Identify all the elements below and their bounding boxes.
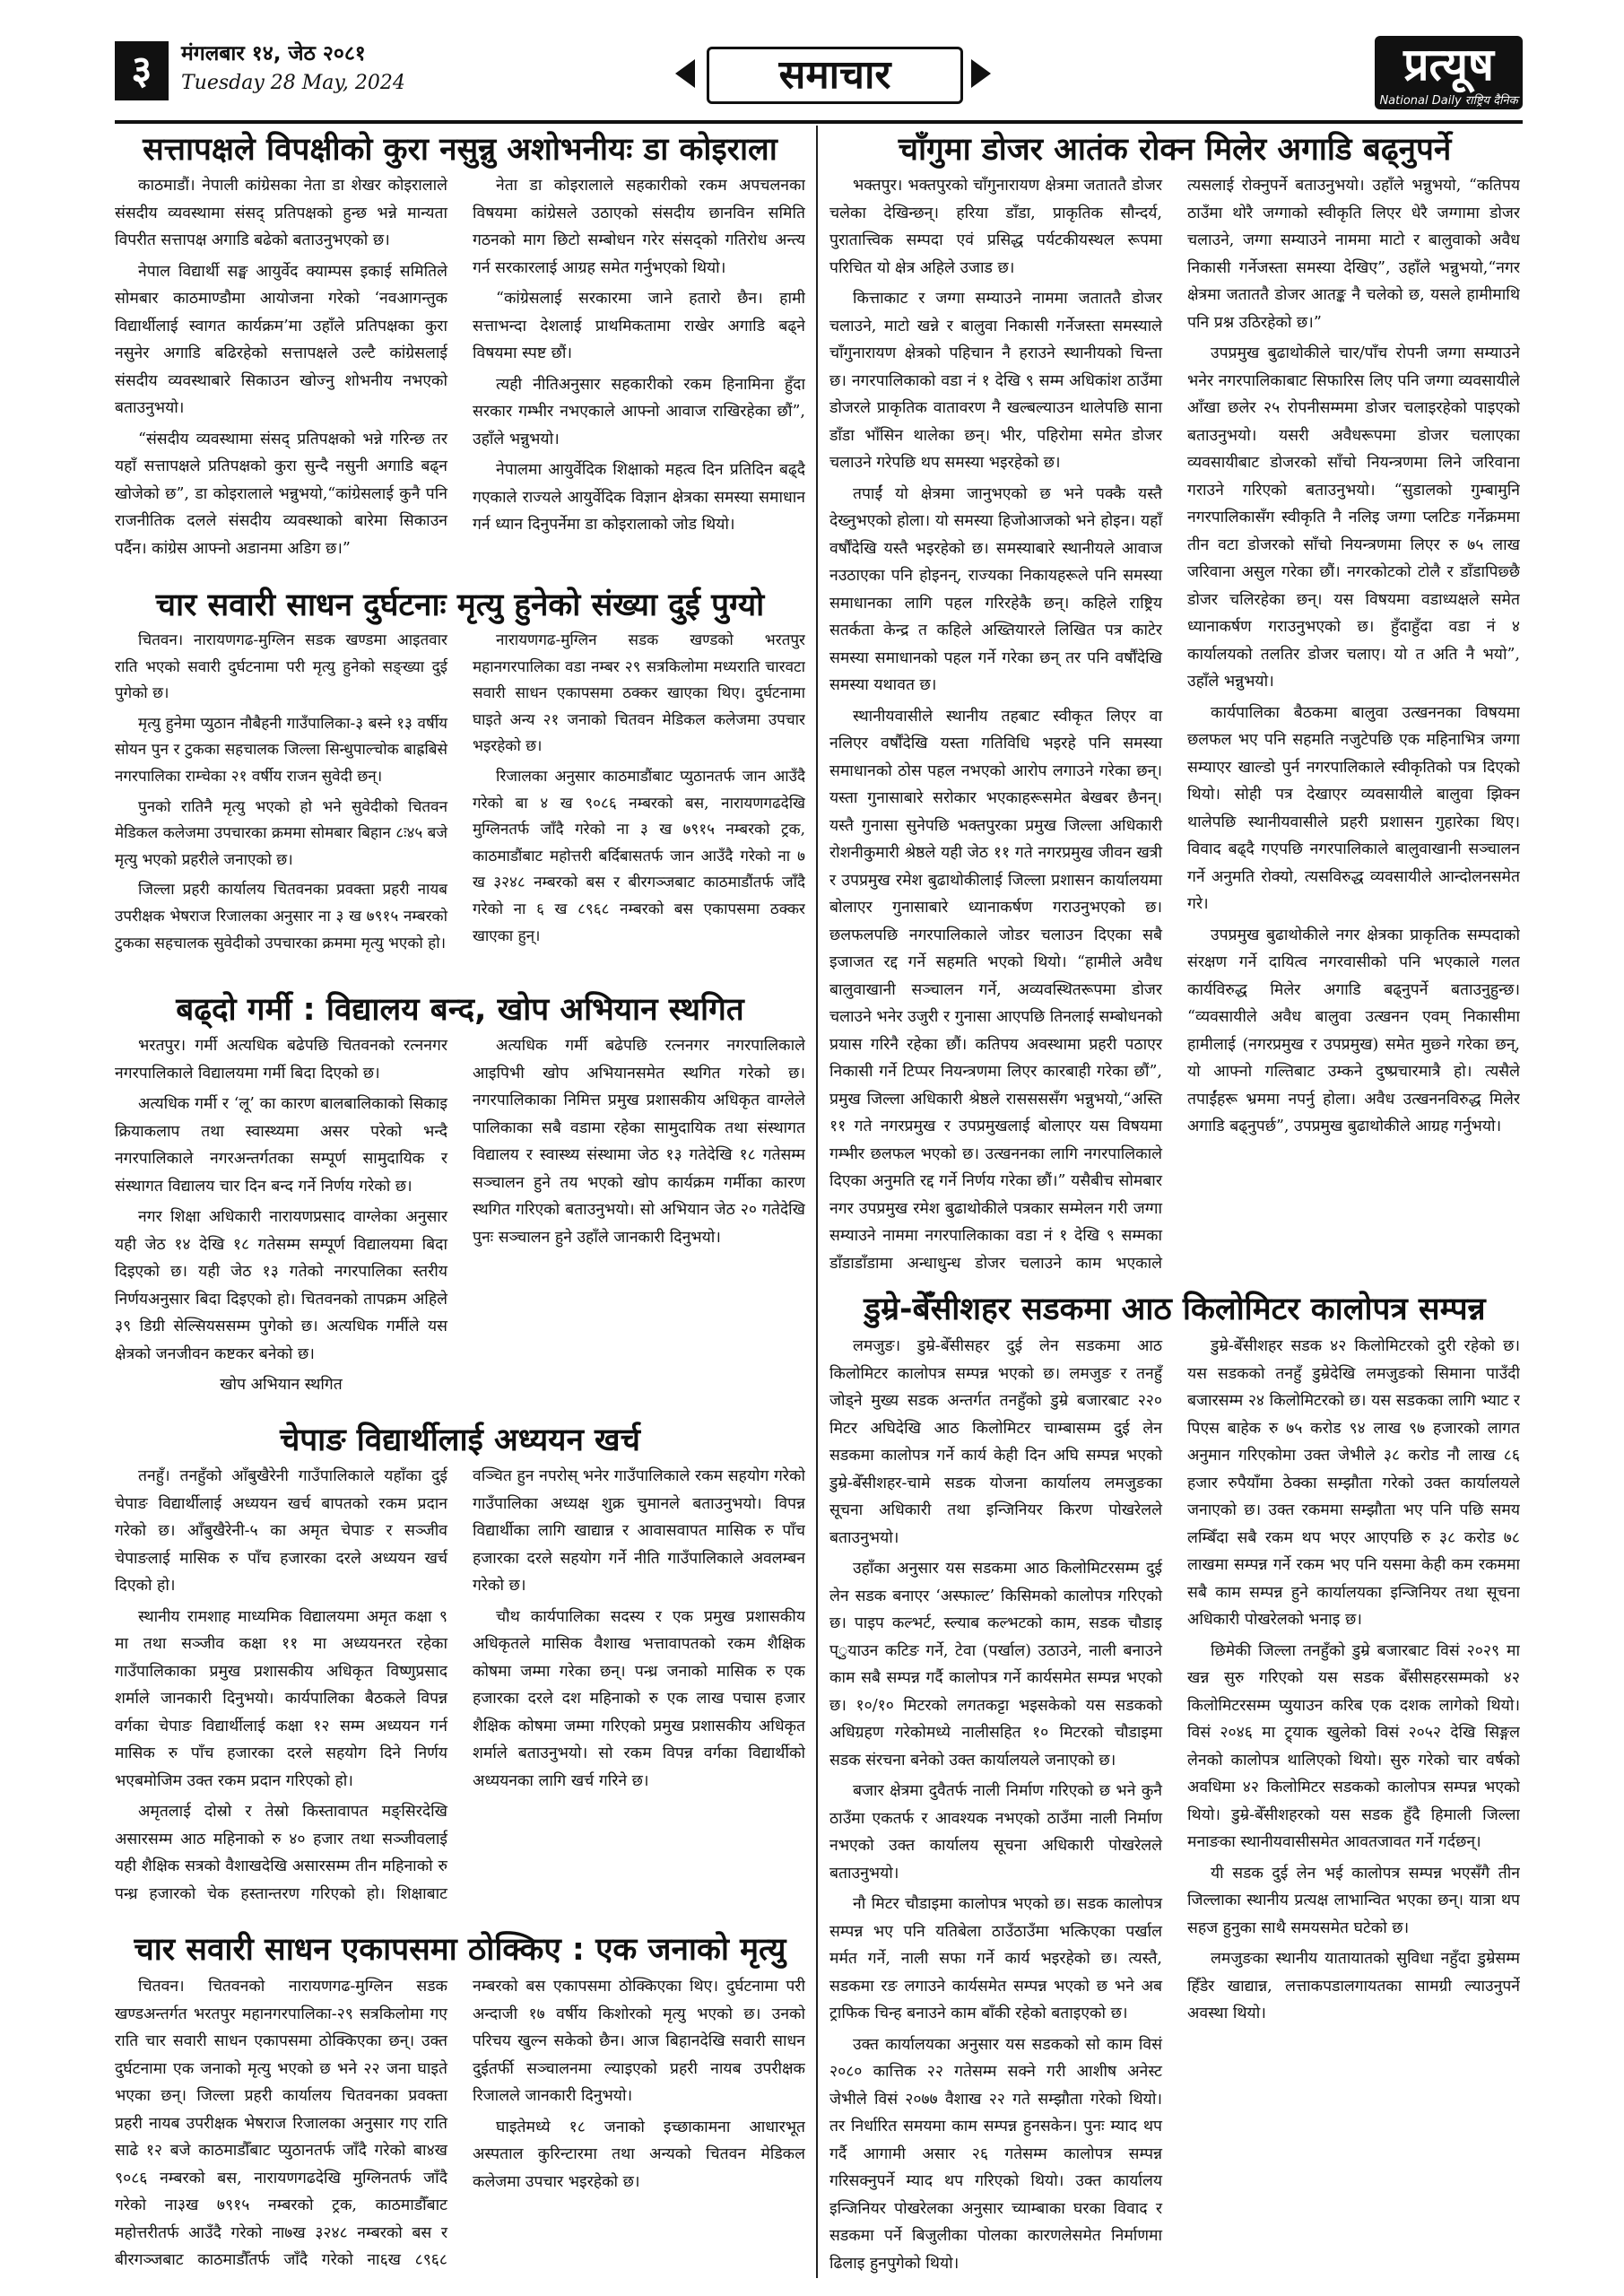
article-body — [829, 1333, 1520, 2278]
masthead — [115, 34, 1523, 124]
article-body — [115, 628, 805, 979]
arrow-left-icon — [675, 59, 695, 88]
article-paragraph: अत्यधिक गर्मी बढेपछि रत्ननगर नगरपालिकाले आइपिभी खोप अभियानसमेत स्थगित गरेको छ। नगरपालिकाका निमित्त प्रमुख प्रशासकीय अधिकृत वाग्लेले पालिकाका सबै वडामा रहेका सामुदायिक तथा संस्थागत विद्यालय र स्वास्थ्य संस्थामा जेठ १३ गतेदेखि १८ गतेसम्म सञ्चालन हुने तय भएको खोप कार्यक्रम गर्मीका कारण स्थगित गरिएको बताउनुभयो। सो अभियान जेठ २० गतेदेखि पुनः सञ्चालन हुने उहाँले जानकारी दिनुभयो। — [473, 1037, 805, 1247]
article-paragraph: उपप्रमुख बुढाथोकीले चार/पाँच रोपनी जग्गा सम्याउने भनेर नगरपालिकाबाट सिफारिस लिए पनि जग्गा व्यवसायीले आँखा छलेर २५ रोपनीसम्ममा डोजर चलाइरहेको पाइएको बताउनुभयो। यसरी अवैधरूपमा डोजर चलाएका व्यवसायीबाट डोजरको साँचो नियन्त्रणमा लिने जरिवाना गराउने गरिएको बताउनुभयो। “सुडालको गुम्बामुनि नगरपालिकासँग स्वीकृति नै नलिइ जग्गा प्लटिङ गर्नेक्रममा तीन वटा डोजरको साँचो नियन्त्रणमा लिएर रु ७५ लाख जरिवाना असुल गरेका छौं। नगरकोटको टोलै र डाँडापिछ्छै डोजर चलिरहेका छन्। यस विषयमा वडाध्यक्षले समेत ध्यानाकर्षण गराउनुभएको छ। हुँदाहुँदा वडा नं ४ कार्यालयको तलतिर डोजर चलाए। यो त अति नै भयो”, उहाँले भन्नुभयो। — [1187, 344, 1520, 691]
page-number: ३ — [115, 41, 169, 100]
article-headline: चेपाङ विद्यार्थीलाई अध्ययन खर्च — [280, 1422, 640, 1458]
article-paragraph: उहाँका अनुसार यस सडकमा आठ किलोमिटरसम्म दुई लेन सडक बनाएर ‘अस्फाल्ट’ किसिमको कालोपत्र गरिएको छ। पाइप कल्भर्ट, स्ल्याब कल्भटको काम, सडक चौडाइ प्ुयाउन कटिङ गर्ने, टेवा (पर्खाल) उठाउने, नाली बनाउने काम सबै सम्पन्न गर्दै कालोपत्र गर्ने कार्यसमेत सम्पन्न भएको छ। १०/१० मिटरको लगतकट्टा भइसकेको यस सडकको अधिग्रहण गरेकोमध्ये नालीसहित १० मिटरको चौडाइमा सडक संरचना बनेको उक्त कार्यालयले जनाएको छ। — [829, 1560, 1162, 1770]
article-headline: बढ्दो गर्मी : विद्यालय बन्द, खोप अभियान स्थगित — [176, 992, 744, 1028]
article-headline: चाँगुमा डोजर आतंक रोक्न मिलेर अगाडि बढ्नुपर्ने — [898, 132, 1452, 168]
article-paragraph: कित्ताकाट र जग्गा सम्याउने नाममा जताततै डोजर चलाउने, माटो खन्ने र बालुवा निकासी गर्नेजस्ता समस्याले चाँगुनारायण क्षेत्रको पहिचान नै हराउने स्थानीयको चिन्ता छ। नगरपालिकाको वडा नं १ देखि ९ सम्म अधिकांश ठाउँमा डोजरले प्राकृतिक वातावरण नै खल्बल्याउन थालेपछि साना डाँडा भाँसिन थालेका छन्। भीर, पहिरोमा समेत डोजर चलाउने गरेपछि थप समस्या भइरहेको छ। — [829, 290, 1162, 472]
logo-text: प्रत्यूष — [1403, 39, 1494, 91]
article-paragraph: नगर शिक्षा अधिकारी नारायणप्रसाद वाग्लेका अनुसार यही जेठ १४ देखि १८ गतेसम्म सम्पूर्ण विद्यालयमा बिदा दिइएको छ। यही जेठ १३ गतेको नगरपालिका स्तरीय निर्णयअनुसार बिदा दिइएको हो। चितवनको तापक्रम अहिले ३९ डिग्री सेल्सियससम्म पुगेको छ। अत्यधिक गर्मीले यस क्षेत्रको जनजीवन कष्टकर बनेको छ। — [115, 1208, 447, 1363]
newspaper-logo — [1375, 36, 1523, 109]
article-headline: डुम्रे-बेँसीशहर सडकमा आठ किलोमिटर कालोपत्र सम्पन्न — [864, 1292, 1486, 1327]
article-paragraph: काठमाडौं। नेपाली कांग्रेसका नेता डा शेखर कोइरालाले संसदीय व्यवस्थामा संसद् प्रतिपक्षको हुन्छ भन्ने मान्यता विपरीत सत्तापक्ष अगाडि बढेको बताउनुभएको छ। — [115, 177, 447, 249]
article-paragraph: त्यही नीतिअनुसार सहकारीको रकम हिनामिना हुँदा सरकार गम्भीर नभएकाले आफ्नो आवाज राखिरहेका छौं”, उहाँले भन्नुभयो। — [473, 375, 805, 448]
article-paragraph: अमृतलाई दोस्रो र तेस्रो किस्तावापत मङ्सिरदेखि असारसम्म आठ महिनाको रु ४० हजार तथा सञ्जीवलाई यही शैक्षिक सत्रको वैशाखदेखि असारसम्म तीन महिनाको रु पन्ध्र हजारको चेक हस्तान्तरण गरिएको हो। शिक्षाबाट वञ्चित हुन नपरोस् भनेर गाउँपालिकाले रकम सहयोग गरेको गाउँपालिका अध्यक्ष शुक्र चुमानले बताउनुभयो। विपन्न विद्यार्थीका लागि खाद्यान्न र आवासवापत मासिक रु पाँच हजारका दरले सहयोग गर्ने नीति गाउँपालिकाले अवलम्बन गरेको छ। — [115, 1467, 805, 1903]
date-english: Tuesday 28 May, 2024 — [181, 72, 405, 94]
article-paragraph: नारायणगढ-मुग्लिन सडक खण्डको भरतपुर महानगरपालिका वडा नम्बर २९ सत्रकिलोमा मध्यराति चारवटा सवारी साधन एकापसमा ठक्कर खाएका थिए। दुर्घटनामा घाइते अन्य २१ जनाको चितवन मेडिकल कलेजमा उपचार भइरहेको छ। — [473, 631, 805, 756]
article-paragraph: उपप्रमुख बुढाथोकीले नगर क्षेत्रका प्राकृतिक सम्पदाको संरक्षण गर्ने दायित्व नगरवासीको पनि भएकाले गलत कार्यविरुद्ध मिलेर अगाडि बढ्नुपर्ने बताउनुहुन्छ। “व्यवसायीले अवैध बालुवा उत्खनन एवम् निकासीमा हामीलाई (नगरप्रमुख र उपप्रमुख) समेत मुछ्ने गरेका छन्, यो आफ्नो गल्तिबाट उम्कने दुष्प्रचारमात्रै हो। त्यसैले तपाईंहरू भ्रममा नपर्नु होला। अवैध उत्खननविरुद्ध मिलेर अगाडि बढ्नुपर्छ”, उपप्रमुख बुढाथोकीले आग्रह गर्नुभयो। — [1187, 926, 1520, 1135]
article-paragraph: पुनको रातिनै मृत्यु भएको हो भने सुवेदीको चितवन मेडिकल कलेजमा उपचारका क्रममा सोमबार बिहान ८ः४५ बजे मृत्यु भएको प्रहरीले जनाएको छ। — [115, 797, 447, 869]
article-body — [829, 172, 1520, 1280]
article-paragraph: नेपाल विद्यार्थी सङ्घ आयुर्वेद क्याम्पस इकाई समितिले सोमबार काठमाण्डौमा आयोजना गरेको ‘नवआगन्तुक विद्यार्थीलाई स्वागत कार्यक्रम’मा उहाँले प्रतिपक्षका कुरा नसुनेर अगाडि बढिरहेको सत्तापक्षले उल्टै कांग्रेसलाई संसदीय व्यवस्थाबारे सिकाउन खोज्नु शोभनीय नभएको बताउनुभयो। — [115, 262, 447, 417]
article-headline: चार सवारी साधन एकापसमा ठोक्किए : एक जनाको मृत्यु — [134, 1932, 786, 1968]
article-paragraph: रिजालका अनुसार काठमाडौंबाट प्युठानतर्फ जान आउँदै गरेको बा ४ ख ९०८६ नम्बरको बस, नारायणगढदेखि मुग्लिनतर्फ जाँदै गरेको ना ३ ख ७९१५ नम्बरको ट्रक, काठमाडौंबाट महोत्तरी बर्दिबासतर्फ जान आउँदै गरेको ना ७ ख ३२४८ नम्बरको बस र बीरगञ्जबाट काठमाडौंतर्फ जाँदै गरेको ना ६ ख ८९६८ नम्बरको बस एकापसमा ठक्कर खाएका हुन्। — [473, 767, 805, 945]
article-paragraph: तनहुँ। तनहुँको आँबुखैरेनी गाउँपालिकाले यहाँका दुई चेपाङ विद्यार्थीलाई अध्ययन खर्च बापतको रकम प्रदान गरेको छ। आँबुखैरेनी-५ का अमृत चेपाङ र सञ्जीव चेपाङलाई मासिक रु पाँच हजारका दरले अध्ययन खर्च दिएको हो। — [115, 1467, 447, 1595]
article-body — [115, 1463, 805, 1920]
article-paragraph: जिल्ला प्रहरी कार्यालय चितवनका प्रवक्ता प्रहरी नायब उपरीक्षक भेषराज रिजालका अनुसार ना ३ ख ७९१५ नम्बरको टुकका सहचालक सुवेदीको उपचारका क्रममा मृत्यु भएको हो। — [115, 881, 447, 952]
date-nepali: मंगलबार १४, जेठ २०८१ — [181, 42, 366, 65]
article-paragraph: उक्त कार्यालयका अनुसार यस सडकको सो काम विसं २०८० कात्तिक २२ गतेसम्म सक्ने गरी आशीष अनेस्ट जेभीले विसं २०७७ वैशाख २२ गते सम्झौता गरेको थियो। तर निर्धारित समयमा काम सम्पन्न हुनसकेन। पुनः म्याद थप गर्दै आगामी असार २६ गतेसम्म कालोपत्र सम्पन्न गरिसक्नुपर्ने म्याद थप गरिएको थियो। उक्त कार्यालय इन्जिनियर पोखरेलका अनुसार च्याम्बाका घरका विवाद र सडकमा पर्ने बिजुलीका पोलका कारणलेसमेत निर्माणमा ढिलाइ हुनपुगेको थियो। — [829, 2035, 1162, 2273]
article-paragraph: छिमेकी जिल्ला तनहुँको डुम्रे बजारबाट विसं २०२९ मा खन्न सुरु गरिएको यस सडक बेँसीसहरसम्मको ४२ किलोमिटरसम्म प्युयाउन करिब एक दशक लागेको थियो। विसं २०४६ मा ट्र्याक खुलेको विसं २०५२ देखि सिङ्गल लेनको कालोपत्र थालिएको थियो। सुरु गरेको चार वर्षको अवधिमा ४२ किलोमिटर सडकको कालोपत्र सम्पन्न भएको थियो। डुम्रे-बेँसीशहरको यस सडक हुँदै हिमाली जिल्ला मनाङका स्थानीयवासीसमेत आवतजावत गर्ने गर्दछन्। — [1187, 1641, 1520, 1851]
article-paragraph: “कांग्रेसलाई सरकारमा जाने हतारो छैन। हामी सत्ताभन्दा देशलाई प्राथमिकतामा राखेर अगाडि बढ्ने विषयमा स्पष्ट छौं। — [473, 290, 805, 362]
article-body — [115, 1032, 805, 1409]
article-paragraph: मृत्यु हुनेमा प्युठान नौबैहनी गाउँपालिका-३ बस्ने १३ वर्षीय सोयन पुन र टुकका सहचालक जिल्ला सिन्धुपाल्चोक बाह्रबिसे नगरपालिका राम्चेका २१ वर्षीय राजन सुवेदी छन्। — [115, 714, 447, 786]
article-paragraph: चौथ कार्यपालिका सदस्य र एक प्रमुख प्रशासकीय अधिकृतले मासिक वैशाख भत्तावापतको रकम शैक्षिक कोषमा जम्मा गरेका छन्। पन्ध्र जनाको मासिक रु एक हजारका दरले दश महिनाको रु एक लाख पचास हजार शैक्षिक कोषमा जम्मा गरिएको प्रमुख प्रशासकीय अधिकृत शर्माले बताउनुभयो। सो रकम विपन्न वर्गका विद्यार्थीको अध्ययनका लागि खर्च गरिने छ। — [473, 1607, 805, 1790]
article-paragraph: चितवन। चितवनको नारायणगढ-मुग्लिन सडक खण्डअन्तर्गत भरतपुर महानगरपालिका-२९ सत्रकिलोमा गए राति चार सवारी साधन एकापसमा ठोक्किएका छन्। उक्त दुर्घटनामा एक जनाको मृत्यु भएको छ भने २२ जना घाइते भएका छन्। जिल्ला प्रहरी कार्यालय चितवनका प्रवक्ता प्रहरी नायब उपरीक्षक भेषराज रिजालका अनुसार गए राति साढे १२ बजे काठमाडौँबाट प्युठानतर्फ जाँदै गरेको बा४ख ९०८६ नम्बरको बस, नारायणगढदेखि मुग्लिनतर्फ जाँदै गरेको ना३ख ७९१५ नम्बरको ट्रक, काठमाडौँबाट महोत्तरीतर्फ आउँदै गरेको ना७ख ३२४८ नम्बरको बस र बीरगञ्जबाट काठमाडौँतर्फ जाँदै गरेको ना६ख ८९६८ नम्बरको बस एकापसमा ठोक्किएका थिए। दुर्घटनामा परी अन्दाजी १७ वर्षीय किशोरको मृत्यु भएको छ। उनको परिचय खुल्न सकेको छैन। आज बिहानदेखि सवारी साधन दुईतर्फी सञ्चालनमा ल्याइएको प्रहरी नायब उपरीक्षक रिजालले जानकारी दिनुभयो। — [115, 1978, 805, 2269]
article-headline: सत्तापक्षले विपक्षीको कुरा नसुन्नु अशोभनीयः डा कोइराला — [143, 132, 777, 168]
article-headline: चार सवारी साधन दुर्घटनाः मृत्यु हुनेको संख्या दुई पुग्यो — [155, 587, 765, 623]
article-paragraph: नेपालमा आयुर्वेदिक शिक्षाको महत्व दिन प्रतिदिन बढ्दै गएकाले राज्यले आयुर्वेदिक विज्ञान क्षेत्रका समस्या समाधान गर्न ध्यान दिनुपर्नेमा डा कोइरालाको जोड थियो। — [473, 461, 805, 534]
article-paragraph: भरतपुर। गर्मी अत्यधिक बढेपछि चितवनको रत्ननगर नगरपालिकाले विद्यालयमा गर्मी बिदा दिएको छ। — [115, 1037, 447, 1083]
article-paragraph: खोप अभियान स्थगित — [220, 1376, 343, 1394]
article-paragraph: नेता डा कोइरालाले सहकारीको रकम अपचलनका विषयमा कांग्रेसले उठाएको संसदीय छानविन समिति गठनको माग छिटो सम्बोधन गरेर संसद्को गतिरोध अन्त्य गर्न सरकारलाई आग्रह समेत गर्नुभएको थियो। — [473, 177, 805, 277]
column-divider — [816, 126, 818, 2278]
section-title: समाचार — [707, 47, 963, 104]
article-paragraph: यी सडक दुई लेन भई कालोपत्र सम्पन्न भएसँगै तीन जिल्लाका स्थानीय प्रत्यक्ष लाभान्वित भएका छन्। यात्रा थप सहज हुनुका साथै समयसमेत घटेको छ। — [1187, 1864, 1520, 1937]
logo-subtitle: National Daily राष्ट्रिय दैनिक — [1379, 94, 1518, 108]
article-paragraph: कार्यपालिका बैठकमा बालुवा उत्खननका विषयमा छलफल भए पनि सहमति नजुटेपछि एक महिनाभित्र जग्गा सम्याएर खाल्डो पुर्न नगरपालिकाले स्वीकृतिको पत्र दिएको थियो। सोही पत्र देखाएर व्यवसायीले बालुवा झिक्न थालेपछि स्थानीयवासीले प्रहरी प्रशासन गुहारेका थिए। विवाद बढ्दै गएपछि नगरपालिकाले बालुवाखानी सञ्चालन गर्ने अनुमति रोक्यो, त्यसविरुद्ध व्यवसायीले आन्दोलनसमेत गरे। — [1187, 703, 1520, 913]
article-paragraph: तपाईं यो क्षेत्रमा जानुभएको छ भने पक्कै यस्तै देख्नुभएको होला। यो समस्या हिजोआजको भने होइन। यहाँ वर्षौंदेखि यस्तै भइरहेको छ। समस्याबारे स्थानीयले आवाज नउठाएका पनि होइनन्, राज्यका निकायहरूले पनि समस्या समाधानका लागि पहल गरिरहेकै छन्। कहिले राष्ट्रिय सतर्कता केन्द्र त कहिले अख्तियारले लिखित पत्र काटेर समस्या समाधानको पहल गर्ने गरेका छन् तर पनि वर्षौंदेखि समस्या यथावत छ। — [829, 484, 1162, 694]
article-paragraph: बजार क्षेत्रमा दुवैतर्फ नाली निर्माण गरिएको छ भने कुनै ठाउँमा एकतर्फ र आवश्यक नभएको ठाउँमा नाली निर्माण नभएको उक्त कार्यालय सूचना अधिकारी पोखरेलले बताउनुभयो। — [829, 1782, 1162, 1883]
article-paragraph: चितवन। नारायणगढ-मुग्लिन सडक खण्डमा आइतवार राति भएको सवारी दुर्घटनामा परी मृत्यु हुनेको सङ्ख्या दुई पुगेको छ। — [115, 631, 447, 703]
article-paragraph: डुम्रे-बेँसीशहर सडक ४२ किलोमिटरको दुरी रहेको छ। यस सडकको तनहुँ डुम्रेदेखि लमजुङको सिमाना पाउँदी बजारसम्म २४ किलोमिटरको छ। यस सडकका लागि भ्याट र पिएस बाहेक रु ७५ करोड ९४ लाख ९७ हजारको लागत अनुमान गरिएकोमा उक्त जेभीले ३८ करोड नौ लाख ८६ हजार रुपैयाँमा ठेक्का सम्झौता गरेको उक्त कार्यालयले जनाएको छ। उक्त रकममा सम्झौता भए पनि पछि समय लम्बिँदा सबै रकम थप भएर आएपछि रु ३८ करोड ७८ लाखमा सम्पन्न गर्ने रकम भए पनि यसमा केही कम रकममा सबै काम सम्पन्न हुने कार्यालयका इन्जिनियर तथा सूचना अधिकारी पोखरेलको भनाइ छ। — [1187, 1337, 1520, 1629]
article-paragraph: अत्यधिक गर्मी र ‘लू’ का कारण बालबालिकाको सिकाइ क्रियाकलाप तथा स्वास्थ्यमा असर परेको भन्दै नगरपालिकाले नगरअन्तर्गतका सम्पूर्ण सामुदायिक र संस्थागत विद्यालय चार दिन बन्द गर्ने निर्णय गरेको छ। — [115, 1095, 447, 1196]
article-paragraph: भक्तपुर। भक्तपुरको चाँगुनारायण क्षेत्रमा जताततै डोजर चलेका देखिन्छन्। हरिया डाँडा, प्राकृतिक सौन्दर्य, पुरातात्त्विक सम्पदा एवं प्रसिद्ध पर्यटकीयस्थल रूपमा परिचित यो क्षेत्र अहिले उजाड छ। — [829, 177, 1162, 277]
article-paragraph: स्थानीयवासीले स्थानीय तहबाट स्वीकृत लिएर वा नलिएर वर्षौंदेखि यस्ता गतिविधि भइरहे पनि समस्या समाधानको ठोस पहल नभएको आरोप लगाउने गरेका छन्। यस्ता गुनासाबारे सरोकार भएकाहरूसमेत बेखबर छैनन्। यस्तै गुनासा सुनेपछि भक्तपुरका प्रमुख जिल्ला अधिकारी रोशनीकुमारी श्रेष्ठले यही जेठ ११ गते नगरप्रमुख जीवन खत्री र उपप्रमुख रमेश बुढाथोकीलाई जिल्ला प्रशासन कार्यालयमा बोलाएर गुनासाबारे ध्यानाकर्षण गराउनुभएको छ। छलफलपछि नगरपालिकाले जोडर चलाउन दिएका सबै इजाजत रद्द गर्ने सहमति भएको थियो। “हामीले अवैध बालुवाखानी सञ्चालन गर्ने, अव्यवस्थितरूपमा डोजर चलाउने भनेर उजुरी र गुनासा आएपछि तिनलाई सम्बोधनको प्रयास गरिनै रहेका छौं। कतिपय अवस्थामा प्रहरी पठाएर निकासी गर्ने टिप्पर नियन्त्रणमा लिएर कारबाही गरेका छौं”, प्रमुख जिल्ला अधिकारी श्रेष्ठले राससससँग भन्नुभयो,“अस्ति ११ गते नगरप्रमुख र उपप्रमुखलाई बोलाएर यस विषयमा गम्भीर छलफल भएको छ। उत्खननका लागि नगरपालिकाले दिएका अनुमति रद्द गर्ने निर्णय गरेका छौं।” यसैबीच सोमबार नगर उपप्रमुख रमेश बुढाथोकीले पत्रकार सम्मेलन गरी जग्गा सम्याउने नाममा नगरपालिकाका वडा नं १ देखि ९ सम्मका डाँडाडाँडामा अन्धाधुन्ध डोजर चलाउने काम भएकाले त्यसलाई रोक्नुपर्ने बताउनुभयो। उहाँले भन्नुभयो, “कतिपय ठाउँमा थोरै जग्गाको स्वीकृति लिएर धेरै जग्गामा डोजर चलाउने, जग्गा सम्याउने नाममा माटो र बालुवाको अवैध निकासी गर्नेजस्ता समस्या देखिए”, उहाँले भन्नुभयो,“नगर क्षेत्रमा जताततै डोजर आतङ्क नै चलेको छ, यसले हामीमाथि पनि प्रश्न उठिरहेको छ।” — [829, 177, 1520, 1273]
article-paragraph: लमजुङका स्थानीय यातायातको सुविधा नहुँदा डुम्रेसम्म हिँडेर खाद्यान्न, लत्ताकपडालगायतका सामग्री ल्याउनुपर्ने अवस्था थियो। — [1187, 1950, 1520, 2022]
article-paragraph: “संसदीय व्यवस्थामा संसद् प्रतिपक्षको भन्ने गरिन्छ तर यहाँ सत्तापक्षले प्रतिपक्षको कुरा सुन्दै नसुनी अगाडि बढ्न खोजेको छ”, डा कोइरालाले भन्नुभयो,“कांग्रेसलाई कुनै पनि राजनीतिक दलले संसदीय व्यवस्थाको बारेमा सिकाउन पर्दैन। कांग्रेस आफ्नो अडानमा अडिग छ।” — [115, 430, 447, 558]
article-paragraph: लमजुङ। डुम्रे-बेँसीसहर दुई लेन सडकमा आठ किलोमिटर कालोपत्र सम्पन्न भएको छ। लमजुङ र तनहुँ जोड्ने मुख्य सडक अन्तर्गत तनहुँको डुम्रे बजारबाट २२० मिटर अघिदेखि आठ किलोमिटर चाम्बासम्म दुई लेन सडकमा कालोपत्र गर्ने कार्य केही दिन अघि सम्पन्न भएको डुम्रे-बेँसीशहर-चामे सडक योजना कार्यालय लमजुङका सूचना अधिकारी तथा इन्जिनियर किरण पोखरेलले बताउनुभयो। — [829, 1337, 1162, 1547]
article-body — [115, 1973, 805, 2278]
article-paragraph: घाइतेमध्ये १८ जनाको इच्छाकामना आधारभूत अस्पताल कुरिन्टारमा तथा अन्यको चितवन मेडिकल कलेजमा उपचार भइरहेको छ। — [473, 2118, 805, 2191]
article-paragraph: नौ मिटर चौडाइमा कालोपत्र भएको छ। सडक कालोपत्र सम्पन्न भए पनि यतिबेला ठाउँठाउँमा भत्किएका पर्खाल मर्मत गर्ने, नाली सफा गर्ने कार्य भइरहेको छ। त्यस्तै, सडकमा रङ लगाउने कार्यसमेत सम्पन्न भएको छ भने अब ट्राफिक चिन्ह बनाउने काम बाँकी रहेको बताइएको छ। — [829, 1895, 1162, 2022]
arrow-right-icon — [971, 59, 991, 88]
article-body — [115, 172, 805, 576]
article-paragraph: स्थानीय रामशाह माध्यमिक विद्यालयमा अमृत कक्षा ९ मा तथा सञ्जीव कक्षा ११ मा अध्ययनरत रहेका गाउँपालिकाका प्रमुख प्रशासकीय अधिकृत विष्णुप्रसाद शर्माले जानकारी दिनुभयो। कार्यपालिका बैठकले विपन्न वर्गका चेपाङ विद्यार्थीलाई कक्षा १२ सम्म अध्ययन गर्न मासिक रु पाँच हजारका दरले सहयोग दिने निर्णय भएबमोजिम उक्त रकम प्रदान गरिएको हो। — [115, 1607, 447, 1790]
